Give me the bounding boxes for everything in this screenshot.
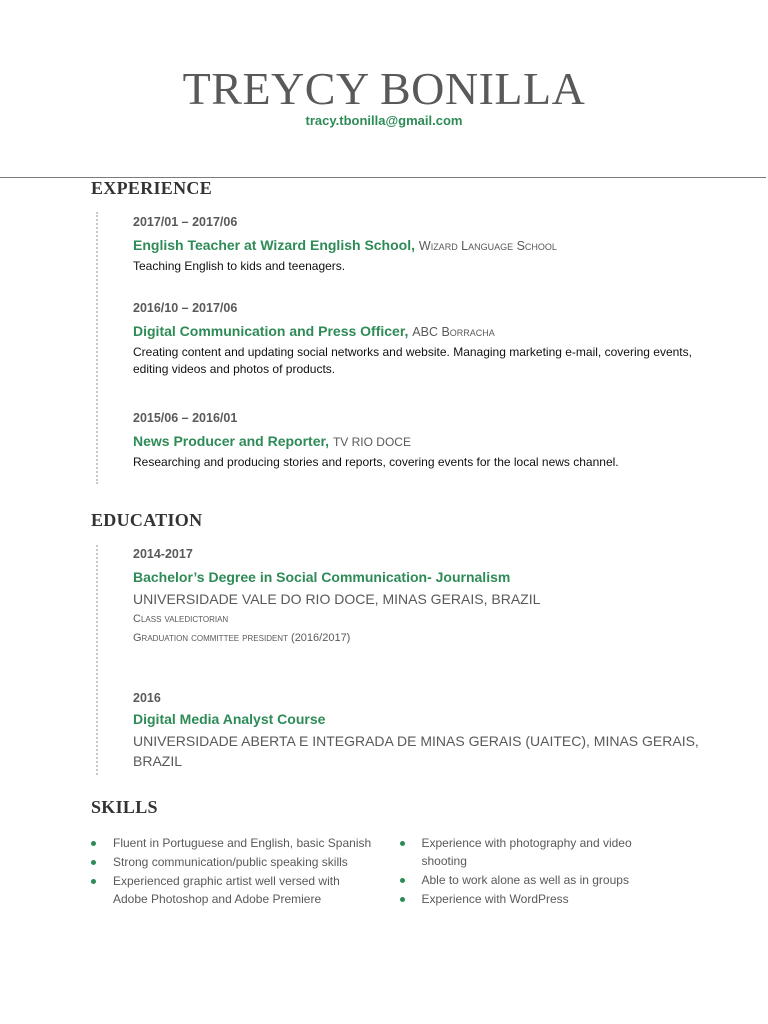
skill-item — [400, 871, 692, 889]
honor: Graduation committee president (2016/2017) — [133, 632, 351, 644]
degree-title: Digital Media Analyst Course — [133, 711, 326, 727]
skill-item — [400, 890, 692, 908]
skills-column-right — [400, 834, 692, 909]
experience-description: Teaching English to kids and teenagers. — [133, 259, 346, 273]
honor: Class valedictorian — [133, 613, 229, 625]
experience-item — [133, 300, 713, 378]
experience-timeline — [96, 212, 98, 484]
experience-role — [133, 431, 713, 452]
role-title: English Teacher at Wizard English School, — [133, 237, 415, 253]
skill-text: Experienced graphic artist well versed with Adobe Photoshop and Adobe Premiere — [113, 874, 340, 906]
organization: Wizard Language School — [418, 239, 557, 253]
skill-text: Experience with WordPress — [421, 892, 569, 906]
school-name: UNIVERSIDADE VALE DO RIO DOCE, MINAS GERAIS, BRAZIL — [133, 591, 541, 607]
skill-text: Fluent in Portuguese and English, basic Spanish — [113, 836, 372, 850]
experience-date: 2017/01 – 2017/06 — [133, 215, 238, 229]
skill-item — [91, 834, 383, 852]
organization: TV RIO DOCE — [332, 435, 411, 449]
experience-heading: EXPERIENCE — [91, 178, 213, 198]
role-title: News Producer and Reporter, — [133, 433, 330, 449]
experience-date: 2016/10 – 2017/06 — [133, 301, 238, 315]
skill-item — [91, 872, 353, 908]
skill-item — [400, 834, 652, 870]
education-heading: EDUCATION — [91, 510, 203, 530]
experience-item — [133, 410, 713, 471]
experience-role — [133, 321, 713, 342]
education-date: 2016 — [133, 691, 161, 705]
organization: ABC Borracha — [412, 325, 495, 339]
degree-title: Bachelor’s Degree in Social Communication- Journalism — [133, 569, 511, 585]
bullet-icon — [91, 879, 96, 884]
skills-column-left — [91, 834, 383, 909]
skill-text: Able to work alone as well as in groups — [421, 873, 629, 887]
skills-list — [91, 834, 691, 909]
role-title: Digital Communication and Press Officer, — [133, 323, 409, 339]
education-item — [133, 546, 713, 647]
skill-text: Strong communication/public speaking skills — [113, 855, 348, 869]
experience-role — [133, 235, 713, 256]
bullet-icon — [91, 860, 96, 865]
experience-date: 2015/06 – 2016/01 — [133, 411, 238, 425]
bullet-icon — [400, 897, 405, 902]
school-name: UNIVERSIDADE ABERTA E INTEGRADA DE MINAS GERAIS (UAITEC), MINAS GERAIS, BRAZIL — [133, 733, 699, 769]
email-link[interactable]: tracy.tbonilla@gmail.com — [305, 113, 463, 128]
experience-description: Researching and producing stories and reports, covering events for the local news channel. — [133, 455, 619, 469]
bullet-icon — [400, 841, 405, 846]
experience-description: Creating content and updating social networks and website. Managing marketing e-mail, covering events, editing videos and photos of products. — [133, 345, 692, 376]
experience-item — [133, 214, 713, 275]
skills-heading: SKILLS — [91, 797, 158, 817]
candidate-name: TREYCY BONILLA — [182, 63, 586, 114]
skill-item — [91, 853, 383, 871]
education-timeline — [96, 545, 98, 775]
education-date: 2014-2017 — [133, 547, 193, 561]
bullet-icon — [91, 841, 96, 846]
education-item — [133, 690, 713, 771]
bullet-icon — [400, 878, 405, 883]
skill-text: Experience with photography and video shooting — [421, 836, 632, 868]
